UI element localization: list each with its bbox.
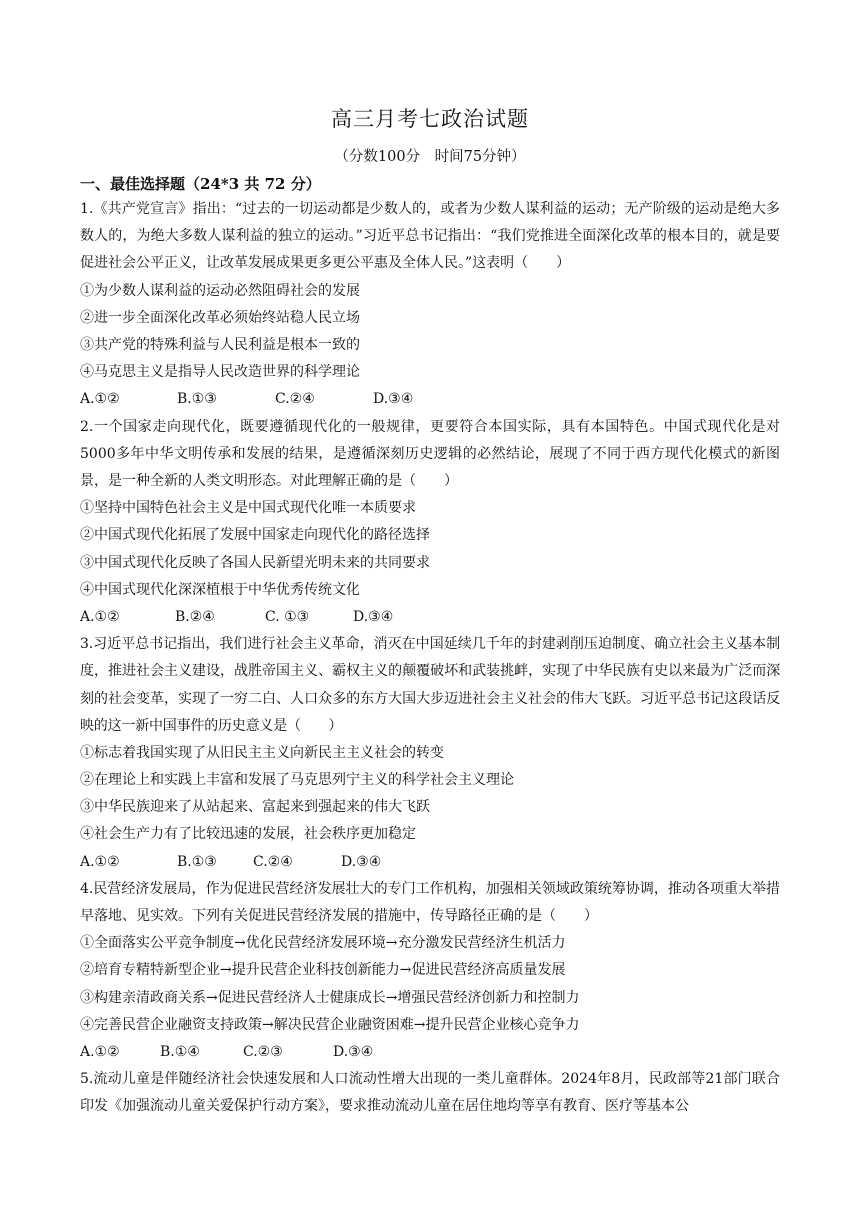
answer-choices (80, 849, 780, 876)
question-2 (80, 414, 780, 632)
answer-choice-b: B.①③ (177, 853, 217, 870)
answer-choices (80, 604, 780, 631)
answer-choice-a: A.①② (80, 1044, 120, 1060)
option-line: ④社会生产力有了比较迅速的发展，社会秩序更加稳定 (80, 826, 416, 843)
answer-choices (80, 386, 780, 413)
option-line: ③中华民族迎来了从站起来、富起来到强起来的伟大飞跃 (80, 799, 430, 816)
question-stem: 5.流动儿童是伴随经济社会快速发展和人口流动性增大出现的一类儿童群体。2024年8月，民政部等21部门联合印发《加强流动儿童关爱保护行动方案》，要求推动流动儿童在居住地均等享有教育、医疗等基本公 (80, 1071, 780, 1115)
answer-choice-b: B.①③ (177, 391, 217, 408)
answer-choice-d: D.③④ (353, 608, 394, 625)
option-line: ③共产党的特殊利益与人民利益是根本一致的 (80, 336, 360, 353)
question-3 (80, 631, 780, 876)
answer-choice-d: D.③④ (333, 1044, 374, 1060)
answer-choices (80, 1039, 780, 1066)
question-1 (80, 196, 780, 414)
option-line: ④完善民营企业融资支持政策→解决民营企业融资困难→提升民营企业核心竞争力 (80, 1016, 580, 1033)
answer-choice-b: B.②④ (175, 608, 215, 625)
question-stem: 1.《共产党宣言》指出：“过去的一切运动都是少数人的，或者为少数人谋利益的运动；无产阶级的运动是绝大多数人的，为绝大多数人谋利益的独立的运动。”习近平总书记指出：“我们党推进全面深化改革的根本目的，就是要促进社会公平正义，让改革发展成果更多更公平惠及全体人民。”这表明（ ） (80, 201, 780, 272)
option-line: ①坚持中国特色社会主义是中国式现代化唯一本质要求 (80, 500, 416, 517)
question-5 (80, 1066, 780, 1120)
answer-choice-d: D.③④ (341, 853, 382, 870)
option-line: ④中国式现代化深深植根于中华优秀传统文化 (80, 581, 360, 598)
page-title: 高三月考七政治试题 (331, 107, 529, 131)
option-line: ①为少数人谋利益的运动必然阻碍社会的发展 (80, 282, 360, 299)
option-line: ①标志着我国实现了从旧民主主义向新民主主义社会的转变 (80, 744, 444, 761)
answer-choice-b: B.①④ (160, 1044, 200, 1060)
option-line: ③构建亲清政商关系→促进民营经济人士健康成长→增强民营经济创新力和控制力 (80, 989, 580, 1006)
answer-choice-a: A.①② (80, 853, 120, 870)
option-line: ②培育专精特新型企业→提升民营企业科技创新能力→促进民营经济高质量发展 (80, 962, 566, 979)
answer-choice-c: C.②③ (243, 1044, 283, 1060)
option-line: ②在理论上和实践上丰富和发展了马克思列宁主义的科学社会主义理论 (80, 772, 514, 789)
option-line: ③中国式现代化反映了各国人民新望光明未来的共同要求 (80, 554, 430, 571)
option-line: ②中国式现代化拓展了发展中国家走向现代化的路径选择 (80, 527, 430, 544)
option-line: ④马克思主义是指导人民改造世界的科学理论 (80, 364, 360, 381)
option-line: ①全面落实公平竞争制度→优化民营经济发展环境→充分激发民营经济生机活力 (80, 935, 566, 952)
answer-choice-a: A.①② (80, 608, 120, 625)
question-stem: 4.民营经济发展局，作为促进民营经济发展壮大的专门工作机构，加强相关领域政策统筹协调，推动各项重大举措早落地、见实效。下列有关促进民营经济发展的措施中，传导路径正确的是（ ） (80, 880, 780, 925)
answer-choice-c: C. ①③ (265, 608, 310, 625)
answer-choice-a: A.①② (80, 391, 120, 408)
answer-choice-c: C.②④ (275, 391, 315, 408)
page-subtitle: （分数100分 时间75分钟） (334, 149, 526, 165)
question-stem: 2.一个国家走向现代化，既要遵循现代化的一般规律，更要符合本国实际，具有本国特色。中国式现代化是对5000多年中华文明传承和发展的结果，是遵循深刻历史逻辑的必然结论，展现了不同于西方现代化模式的新图景，是一种全新的人类文明形态。对此理解正确的是（ ） (80, 418, 780, 489)
option-line: ②进一步全面深化改革必须始终站稳人民立场 (80, 309, 360, 326)
exam-content (80, 172, 780, 1121)
section-heading: 一、最佳选择题（24*3 共 72 分） (80, 175, 321, 193)
question-stem: 3.习近平总书记指出，我们进行社会主义革命，消灭在中国延续几千年的封建剥削压迫制度、确立社会主义基本制度，推进社会主义建设，战胜帝国主义、霸权主义的颠覆破坏和武装挑衅，实现了中华民族有史以来最为广泛而深刻的社会变革，实现了一穷二白、人口众多的东方大国大步迈进社会主义社会的伟大飞跃。习近平总书记这段话反映的这一新中国事件的历史意义是（ ） (80, 636, 780, 734)
answer-choice-d: D.③④ (373, 391, 414, 408)
question-4 (80, 876, 780, 1066)
answer-choice-c: C.②④ (253, 853, 293, 870)
